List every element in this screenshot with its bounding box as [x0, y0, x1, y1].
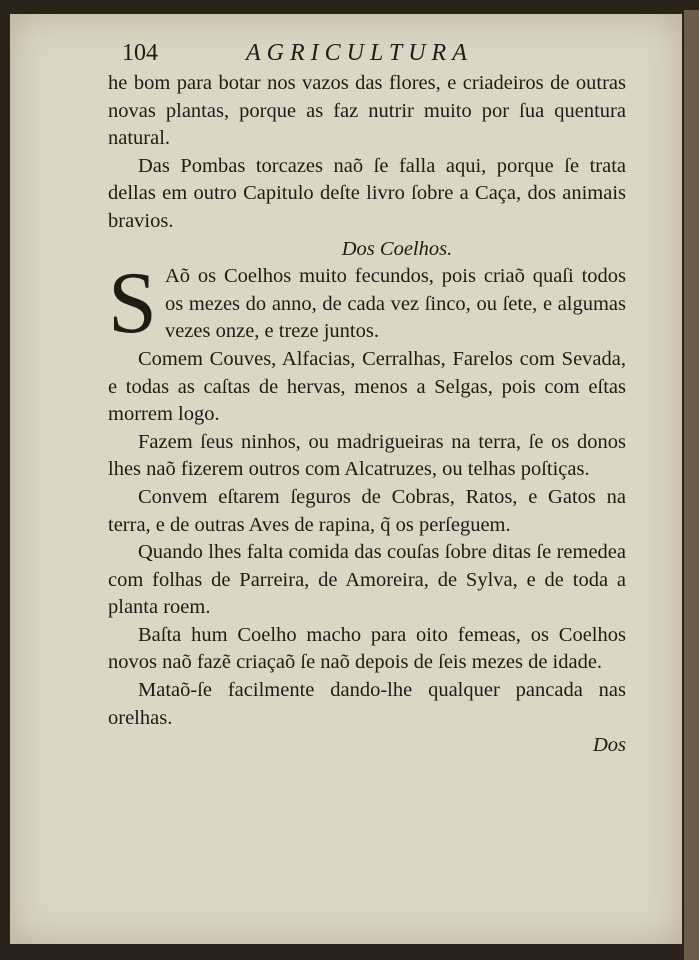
paragraph-5: Fazem ſeus ninhos, ou madrigueiras na terra, ſe os donos lhes naõ fizerem outros com Alcatruzes, ou telhas poſtiças.	[108, 430, 626, 481]
page-header	[122, 40, 626, 70]
catchword: Dos	[592, 734, 626, 757]
running-title: AGRICULTURA	[246, 40, 473, 66]
page-edge	[684, 10, 699, 960]
page-number: 104	[122, 40, 158, 66]
paragraph-6: Convem eſtarem ſeguros de Cobras, Ratos, e Gatos na terra, e de outras Aves de rapina, q̃ os perſeguem.	[108, 485, 626, 536]
paragraph-2: Das Pombas torcazes naõ ſe falla aqui, porque ſe trata dellas em outro Capitulo deſte livro ſobre a Caça, dos animais bravios.	[108, 154, 626, 232]
paragraph-8: Baſta hum Coelho macho para oito femeas, os Coelhos novos naõ fazẽ criaçaõ ſe naõ depois de ſeis mezes de idade.	[108, 623, 626, 674]
drop-cap: S	[108, 255, 157, 353]
section-heading: Dos Coelhos.	[341, 237, 453, 260]
paragraph-9: Mataõ-ſe facilmente dando-lhe qualquer pancada nas orelhas.	[108, 679, 626, 729]
paragraph-4: Comem Couves, Alfacias, Cerralhas, Farelos com Sevada, e todas as caſtas de hervas, menos a Selgas, pois com eſtas morrem logo.	[108, 347, 626, 426]
paragraph-1: he bom para botar nos vazos das flores, e criadeiros de outras novas plantas, porque as faz nutrir muito por ſua quentura natural.	[108, 72, 626, 150]
text-block	[108, 40, 626, 760]
paragraph-3: Aõ os Coelhos muito fecundos, pois criaõ quaſi todos os mezes do anno, de cada vez ſinco, ou ſete, e algumas vezes onze, e treze juntos.	[164, 265, 626, 343]
paragraph-7: Quando lhes falta comida das couſas ſobre ditas ſe remedea com folhas de Parreira, de Amoreira, de Sylva, e de toda a planta roem.	[108, 541, 626, 619]
drop-cap-paragraph	[108, 255, 626, 353]
